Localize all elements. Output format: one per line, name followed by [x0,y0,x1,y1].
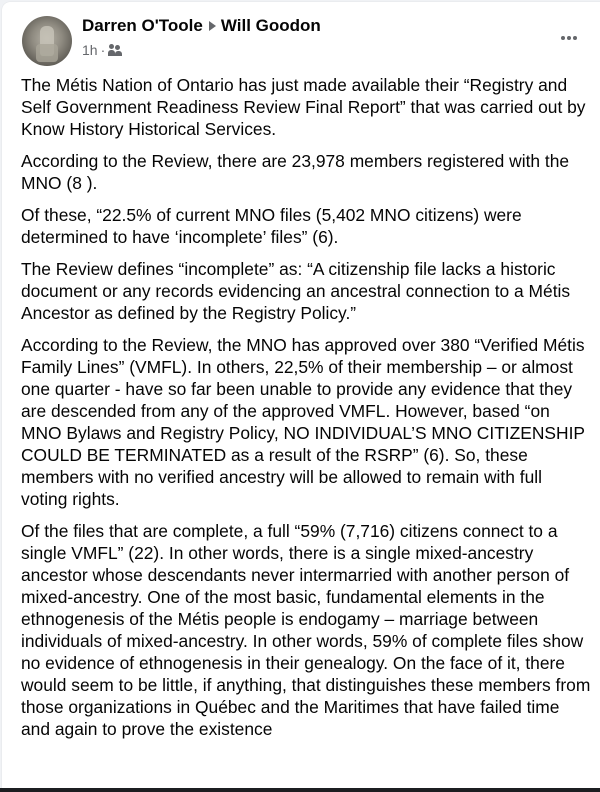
post-paragraph: Of the files that are complete, a full “59% (7,716) citizens connect to a single VMFL” (22). In other words, there is a single mixed-ancestry ancestor whose descendants never intermarried with another person of mixed-ancestry. One of the most basic, fundamental elements in the ethnogenesis of the Métis people is endogamy – marriage between individuals of mixed-ancestry. In other words, 59% of complete files show no evidence of ethnogenesis in their genealogy. On the face of it, there would seem to be little, if anything, that distinguishes these members from those organizations in Québec and the Maritimes that have failed time and again to prove the existence [21,521,591,739]
more-options-button[interactable] [554,28,584,48]
meta-separator: · [100,42,106,58]
bottom-bar [0,788,600,792]
post-paragraph: The Review defines “incomplete” as: “A citizenship file lacks a historic document or any records evidencing an ancestral connection to a Métis Ancestor as defined by the Registry Policy.” [21,259,571,323]
author-name[interactable]: Darren O'Toole [82,16,203,35]
post-card [2,2,600,792]
more-horizontal-icon [561,36,565,40]
post-time[interactable]: 1h [82,42,98,58]
people-icon[interactable] [108,44,122,56]
post-meta [82,42,122,58]
author-avatar[interactable] [22,16,72,66]
avatar-figure-base [36,44,58,62]
post-paragraph: According to the Review, there are 23,978 members registered with the MNO (8 ). [21,151,570,193]
post-names [82,16,321,36]
post-header [2,2,600,66]
target-name[interactable]: Will Goodon [220,16,321,35]
post-paragraph: Of these, “22.5% of current MNO files (5,402 MNO citizens) were determined to have ‘incomplete’ files” (6). [21,205,522,247]
triangle-right-icon [209,21,216,31]
post-paragraph: According to the Review, the MNO has approved over 380 “Verified Métis Family Lines” (VMFL). In others, 22,5% of their membership – or almost one quarter - have so far been unable to provide any evidence that they are descended from any of the approved VMFL. However, based “on MNO Bylaws and Registry Policy, NO INDIVIDUAL’S MNO CITIZENSHIP COULD BE TERMINATED as a result of the RSRP” (6). So, these members with no verified ancestry will be allowed to remain with full voting rights. [21,335,585,509]
post-body [21,74,591,750]
post-paragraph: The Métis Nation of Ontario has just made available their “Registry and Self Government Readiness Review Final Report” that was carried out by Know History Historical Services. [21,75,586,139]
